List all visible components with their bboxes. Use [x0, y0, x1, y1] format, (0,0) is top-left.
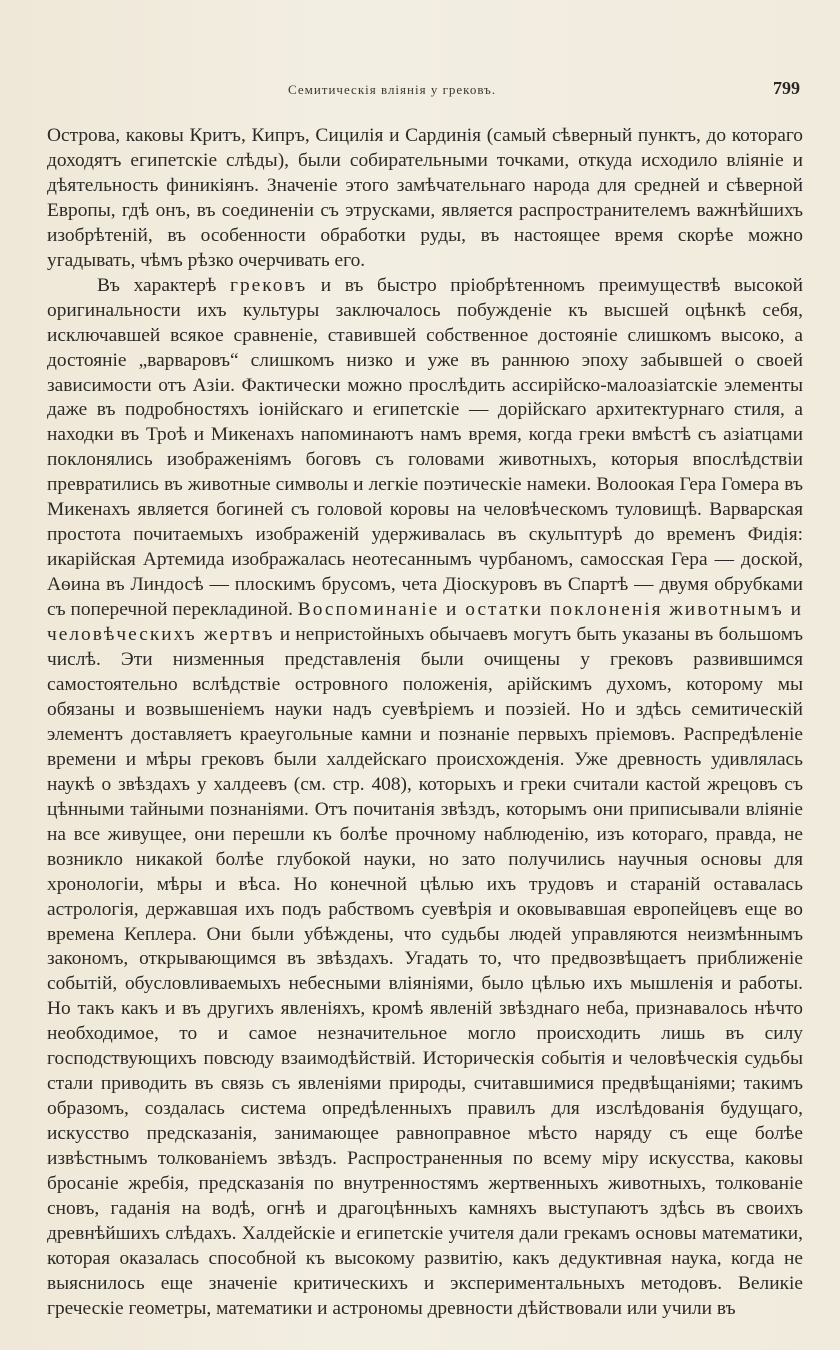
- paragraph-2-emphasis-worship: Воспоминаніе и остатки поклоненія животнымъ и человѣческихъ жертвъ: [47, 599, 804, 646]
- paragraph-2-text-c: и въ быстро пріобрѣтенномъ преимуществѣ высокой оригинальности ихъ культуры заключалось побужденіе къ высшей оцѣнкѣ себя, исключавшей всякое сравненіе, ставившей собственное достояніе слишкомъ высоко, а достояніе „варваровъ“ слишкомъ низко и уже въ раннюю эпоху забывшей о своей зависимости отъ Азіи. Фактически можно прослѣдить ассирійско-малоазіатскіе элементы даже въ подробностяхъ іонійскаго и египетскіе — дорійскаго архитектурнаго стиля, а находки въ Троѣ и Микенахъ напоминаютъ намъ время, когда греки вмѣстѣ съ азіатцами поклонялись изображеніямъ боговъ съ головами животныхъ, которыя впослѣдствіи превратились въ животные символы и легкіе поэтическіе намеки. Волоокая Гера Гомера въ Микенахъ является богиней съ головой коровы на человѣческомъ туловищѣ. Варварская простота почитаемыхъ изображеній удерживалась въ скульптурѣ до временъ Фидія: икарійская Артемида изображалась неотесаннымъ чурбаномъ, самосская Гера — доской, Аѳина въ Линдосѣ — плоскимъ брусомъ, чета Діоскуровъ въ Спартѣ — двумя обрубками съ поперечной перекладиной.: [47, 274, 803, 621]
- paragraph-2: [47, 274, 803, 1322]
- paragraph-2-emphasis-greeks: грековъ: [230, 274, 308, 296]
- page-number: 799: [773, 78, 800, 98]
- paragraph-1: Острова, каковы Критъ, Кипръ, Сицилія и Сардинія (самый сѣверный пунктъ, до котораго доходятъ египетскіе слѣды), были собирательными точками, откуда исходило вліяніе и дѣятельность финикіянъ. Значеніе этого замѣчательнаго народа для средней и сѣверной Европы, гдѣ онъ, въ соединеніи съ этрусками, является распространителемъ важнѣйшихъ изобрѣтеній, въ особенности обработки руды, въ настоящее время скорѣе можно угадывать, чѣмъ рѣзко очерчивать его.: [47, 125, 803, 271]
- paragraph-2-text-a: Въ характерѣ: [97, 274, 231, 296]
- running-head-title: Семитическія вліянія у грековъ.: [288, 82, 497, 97]
- body-text: [47, 124, 803, 1322]
- paragraph-2-text-e: и непристойныхъ обычаевъ могутъ быть указаны въ большомъ числѣ. Эти низменныя представленія были очищены у грековъ развившимся самостоятельно вслѣдствіе островного положенія, арійскимъ духомъ, которому мы обязаны и возвышеніемъ науки надъ суевѣріемъ и поэзіей. Но и здѣсь семитическій элементъ доставляетъ краеугольные камни и познаніе первыхъ пріемовъ. Распредѣленіе времени и мѣры грековъ были халдейскаго происхожденія. Уже древность удивлялась наукѣ о звѣздахъ у халдеевъ (см. стр. 408), которыхъ и греки считали кастой жрецовъ съ цѣнными тайными познаніями. Отъ почитанія звѣздъ, которымъ они приписывали вліяніе на все живущее, они перешли къ болѣе прочному наблюденію, изъ котораго, правда, не возникло никакой болѣе глубокой науки, но зато получились научныя основы для хронологіи, мѣры и вѣса. Но конечной цѣлью ихъ трудовъ и стараній оставалась астрологія, державшая ихъ подъ рабствомъ суевѣрія и оковывавшая европейцевъ еще во времена Кеплера. Они были убѣждены, что судьбы людей управляются неизмѣннымъ закономъ, открывающимся въ звѣздахъ. Угадать то, что предвозвѣщаетъ приближеніе событій, обусловливаемыхъ небесными вліяніями, было цѣлью ихъ мышленія и работы. Но такъ какъ и въ другихъ явленіяхъ, кромѣ явленій звѣзднаго неба, признавалось нѣчто необходимое, то и самое незначительное могло происходить лишь въ силу господствующихъ повсюду взаимодѣйствій. Историческія событія и человѣческія судьбы стали приводить въ связь съ явленіями природы, считавшимися предвѣщаніями; такимъ образомъ, создалась система опредѣленныхъ правилъ для изслѣдованія будущаго, искусство предсказанія, занимающее равноправное мѣсто наряду съ еще болѣе извѣстнымъ толкованіемъ звѣздъ. Распространенныя по всему міру искусства, каковы бросаніе жребія, предсказанія по внутренностямъ жертвенныхъ животныхъ, толкованіе сновъ, гаданія на водѣ, огнѣ и драгоцѣнныхъ камняхъ выступаютъ здѣсь въ своихъ древнѣйшихъ слѣдахъ. Халдейскіе и египетскіе учителя дали грекамъ основы математики, которая оказалась способной къ высокому развитію, какъ дедуктивная наука, когда не выяснилось еще значеніе критическихъ и экспериментальныхъ методовъ. Великіе греческіе геометры, математики и астрономы древности дѣйствовали или учили въ: [47, 624, 803, 1319]
